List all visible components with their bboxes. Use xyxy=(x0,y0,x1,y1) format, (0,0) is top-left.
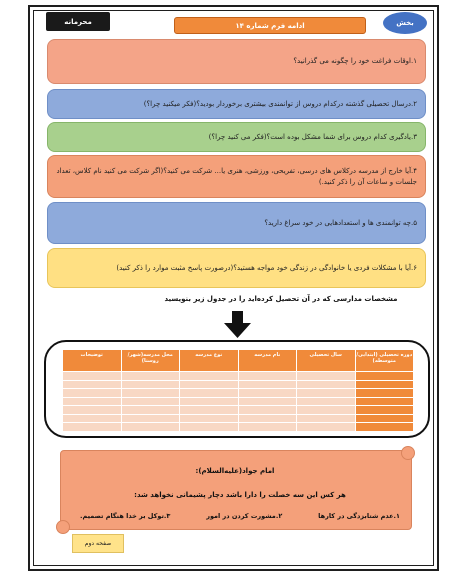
table-header-row xyxy=(63,350,414,372)
table-cell[interactable] xyxy=(63,423,122,432)
table-cell[interactable] xyxy=(63,406,122,415)
table-cell[interactable] xyxy=(355,380,414,389)
schools-table xyxy=(62,349,414,432)
table-cell[interactable] xyxy=(63,414,122,423)
hadith-item-1: ۱.عدم شتابزدگی در کارها xyxy=(318,512,400,520)
table-row xyxy=(63,423,414,432)
col-notes: توضیحات xyxy=(63,350,122,372)
table-cell[interactable] xyxy=(355,406,414,415)
table-cell[interactable] xyxy=(297,380,356,389)
table-row xyxy=(63,372,414,381)
table-cell[interactable] xyxy=(180,389,239,398)
question-6[interactable] xyxy=(47,248,426,288)
table-cell[interactable] xyxy=(297,389,356,398)
question-5[interactable] xyxy=(47,202,426,244)
col-school-name: نام مدرسه xyxy=(238,350,297,372)
page-label: صفحه دوم xyxy=(72,534,124,553)
table-cell[interactable] xyxy=(63,389,122,398)
table-row xyxy=(63,414,414,423)
table-cell[interactable] xyxy=(121,389,180,398)
question-2-text: ۲.درسال تحصیلی گذشته درکدام دروس از توانمندی بیشتری برخوردار بودید؟(فکر میکنید چرا؟) xyxy=(143,99,417,108)
table-cell[interactable] xyxy=(238,406,297,415)
question-4[interactable] xyxy=(47,155,426,198)
table-caption: مشخصات مدارسی که در آن تحصیل کرده‌اید را در جدول زیر بنویسید xyxy=(164,295,398,303)
col-education-level: دوره تحصیلی (ابتدایی/متوسطه) xyxy=(355,350,414,372)
table-cell[interactable] xyxy=(355,389,414,398)
table-cell[interactable] xyxy=(238,397,297,406)
table-cell[interactable] xyxy=(238,423,297,432)
section-badge: بخش xyxy=(383,12,427,34)
table-cell[interactable] xyxy=(180,423,239,432)
table-cell[interactable] xyxy=(355,423,414,432)
question-3-text: ۳.یادگیری کدام دروس برای شما مشکل بوده است؟(فکر می کنید چرا؟) xyxy=(208,132,417,141)
table-row xyxy=(63,389,414,398)
table-cell[interactable] xyxy=(238,389,297,398)
question-6-text: ۶.آیا با مشکلات فردی یا خانوادگی در زندگی خود مواجه هستید؟(درصورت پاسخ مثبت موارد را ذکر کنید) xyxy=(116,263,417,272)
table-cell[interactable] xyxy=(180,380,239,389)
question-2[interactable] xyxy=(47,89,426,119)
table-cell[interactable] xyxy=(121,414,180,423)
col-school-location: محل مدرسه(شهر/روستا) xyxy=(121,350,180,372)
question-5-text: ۵.چه توانمندی ها و استعدادهایی در خود سراغ دارید؟ xyxy=(264,218,417,227)
hadith-title: امام جواد(علیه‌السلام): xyxy=(195,467,275,475)
table-cell[interactable] xyxy=(180,406,239,415)
table-cell[interactable] xyxy=(180,397,239,406)
down-arrow-icon xyxy=(224,311,251,338)
confidential-label: محرمانه xyxy=(46,12,110,31)
question-1-text: ۱.اوقات فراغت خود را چگونه می گذرانید؟ xyxy=(293,57,417,66)
table-cell[interactable] xyxy=(355,414,414,423)
scroll-curl-left xyxy=(56,520,70,534)
table-cell[interactable] xyxy=(355,372,414,381)
table-cell[interactable] xyxy=(121,423,180,432)
scroll-curl-right xyxy=(401,446,415,460)
table-cell[interactable] xyxy=(238,414,297,423)
col-school-type: نوع مدرسه xyxy=(180,350,239,372)
table-cell[interactable] xyxy=(121,406,180,415)
table-cell[interactable] xyxy=(297,406,356,415)
form-title: ادامه فرم شماره ۱۴ xyxy=(174,17,366,34)
table-cell[interactable] xyxy=(355,397,414,406)
table-cell[interactable] xyxy=(63,397,122,406)
table-cell[interactable] xyxy=(238,380,297,389)
table-cell[interactable] xyxy=(297,397,356,406)
table-cell[interactable] xyxy=(121,397,180,406)
table-cell[interactable] xyxy=(238,372,297,381)
question-4-text: ۴.آیا خارج از مدرسه درکلاس های درسی، تفریحی، ورزشی، هنری یا... شرکت می کنید؟(اگر شرکت می کنید نام کلاس، تعداد جلسات و ساعات آن را ذکر کنید.) xyxy=(56,167,417,186)
hadith-subtitle: هر کس این سه خصلت را دارا باشد دچار پشیمانی نخواهد شد: xyxy=(134,491,346,499)
col-school-year: سال تحصیلی xyxy=(297,350,356,372)
table-cell[interactable] xyxy=(63,380,122,389)
table-cell[interactable] xyxy=(297,372,356,381)
question-1[interactable] xyxy=(47,39,426,84)
table-cell[interactable] xyxy=(180,372,239,381)
table-cell[interactable] xyxy=(180,414,239,423)
table-cell[interactable] xyxy=(297,423,356,432)
table-row xyxy=(63,397,414,406)
table-row xyxy=(63,380,414,389)
table-row xyxy=(63,406,414,415)
question-3[interactable] xyxy=(47,122,426,152)
table-cell[interactable] xyxy=(63,372,122,381)
hadith-items xyxy=(80,512,400,520)
table-cell[interactable] xyxy=(121,372,180,381)
hadith-item-3: ۳.توکل بر خدا هنگام تصمیم. xyxy=(80,512,171,520)
table-cell[interactable] xyxy=(121,380,180,389)
hadith-item-2: ۲.مشورت کردن در امور xyxy=(206,512,283,520)
table-cell[interactable] xyxy=(297,414,356,423)
table-body xyxy=(63,372,414,432)
